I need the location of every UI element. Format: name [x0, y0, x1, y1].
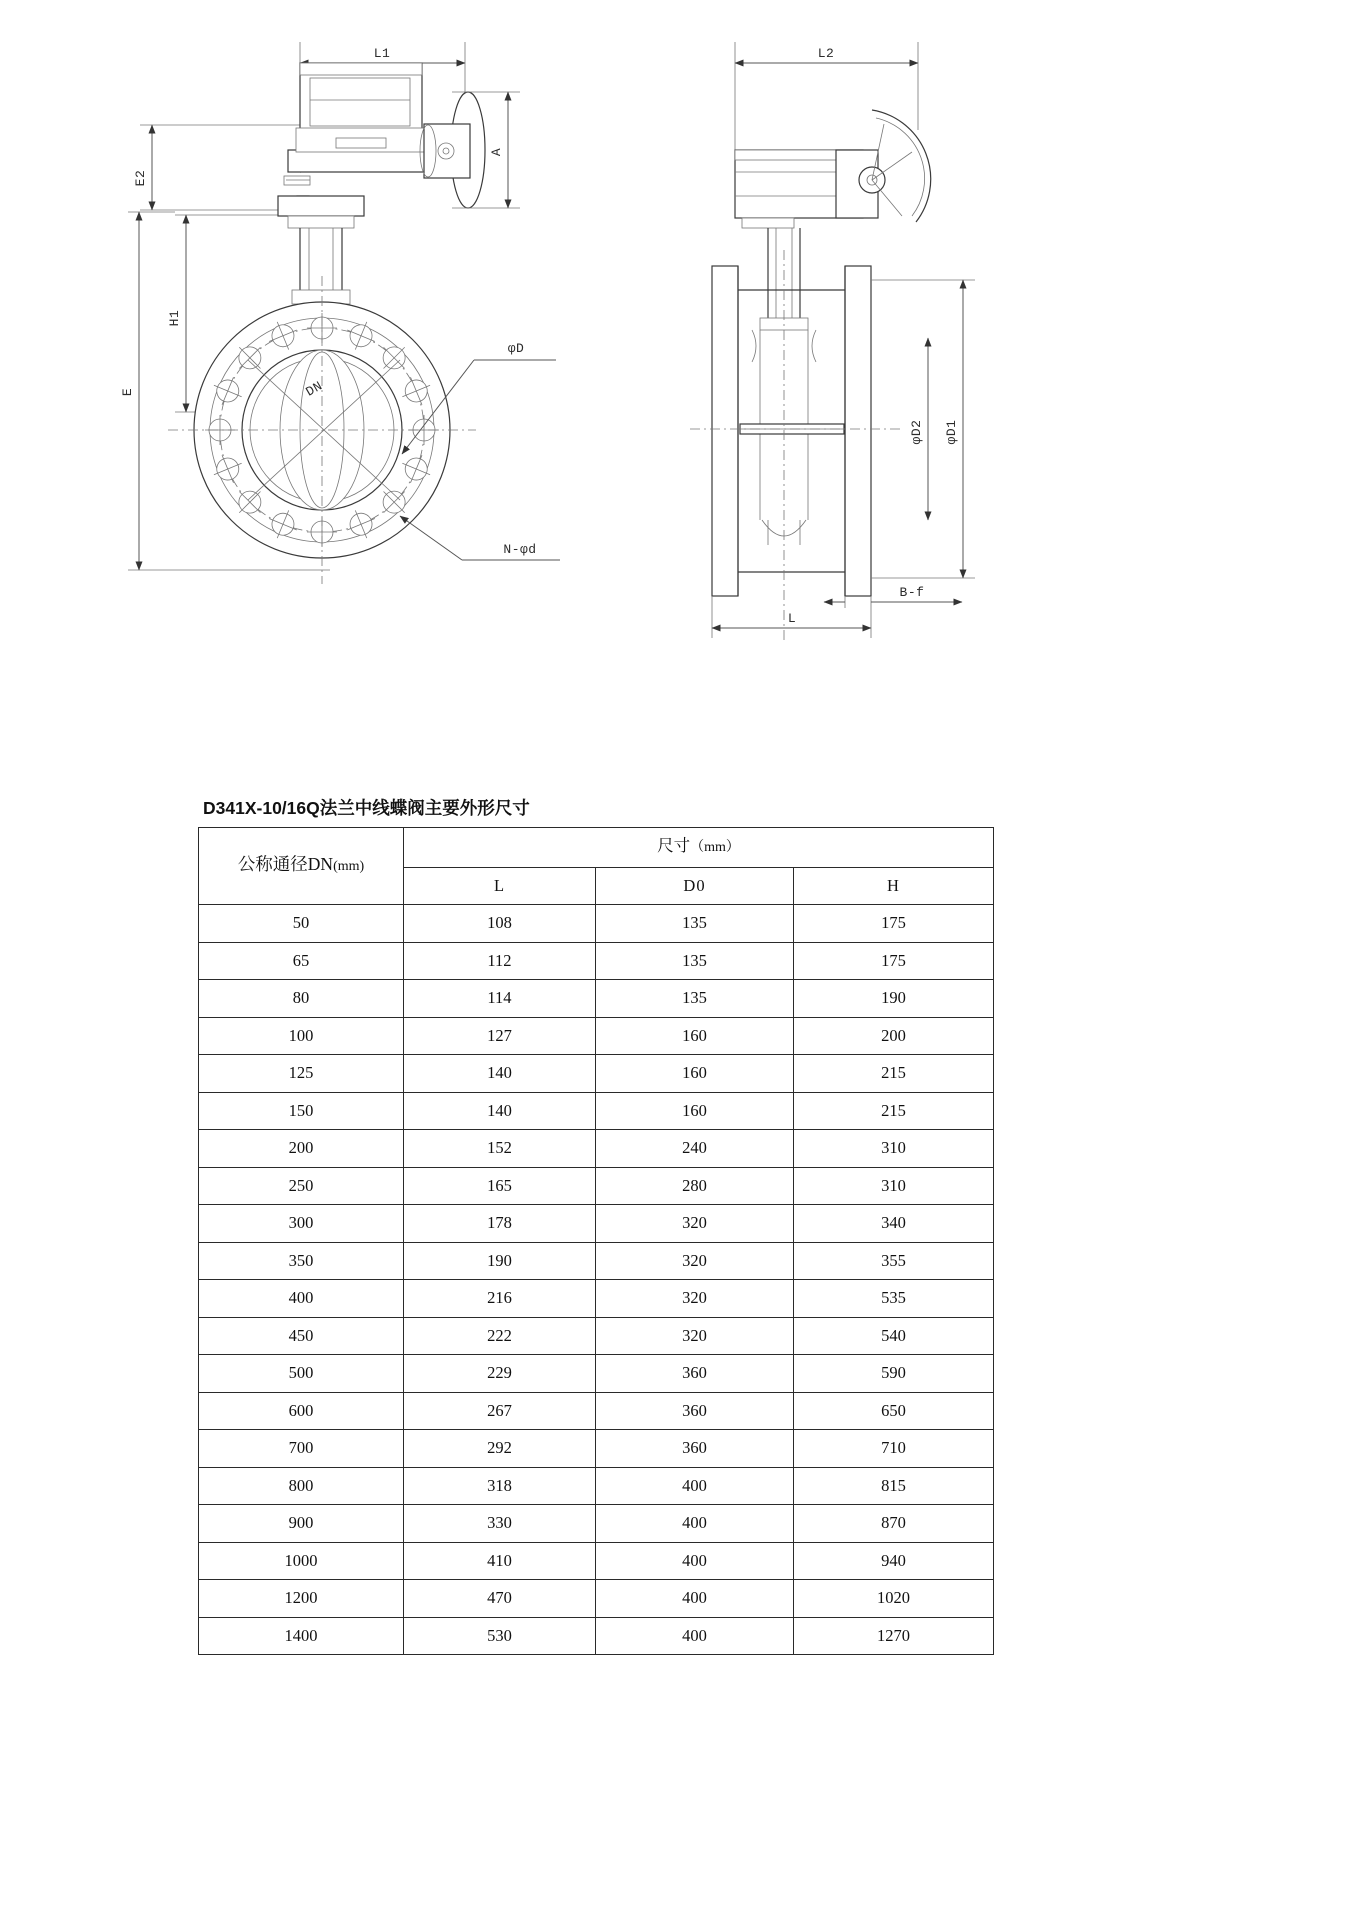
table-row — [199, 980, 994, 1018]
label-E2: E2 — [133, 169, 148, 187]
table-row — [199, 1280, 994, 1318]
dimension-E2 — [133, 125, 300, 210]
cell-L: 112 — [404, 942, 596, 980]
cell-H: 870 — [794, 1505, 994, 1543]
cell-H: 175 — [794, 905, 994, 943]
cell-H: 590 — [794, 1355, 994, 1393]
cell-D0: 280 — [596, 1167, 794, 1205]
header-nominal-diameter — [199, 828, 404, 905]
left-view — [120, 42, 560, 584]
label-A: A — [489, 147, 504, 157]
cell-H: 215 — [794, 1055, 994, 1093]
table-row — [199, 1542, 994, 1580]
table-row — [199, 1205, 994, 1243]
label-phiD1: φD1 — [944, 419, 959, 445]
technical-drawing — [0, 0, 1357, 660]
cell-D0: 135 — [596, 905, 794, 943]
header-dn-unit: (mm) — [333, 859, 365, 875]
valve-drawing-svg — [0, 0, 1357, 660]
cell-L: 330 — [404, 1505, 596, 1543]
label-H1: H1 — [167, 309, 182, 327]
cell-dn: 200 — [199, 1130, 404, 1168]
cell-H: 175 — [794, 942, 994, 980]
cell-dn: 700 — [199, 1430, 404, 1468]
table-row — [199, 1617, 994, 1655]
table-row — [199, 1055, 994, 1093]
cell-dn: 1200 — [199, 1580, 404, 1618]
cell-L: 222 — [404, 1317, 596, 1355]
cell-dn: 800 — [199, 1467, 404, 1505]
cell-L: 530 — [404, 1617, 596, 1655]
cell-dn: 350 — [199, 1242, 404, 1280]
leader-N-phi-d — [400, 516, 560, 560]
valve-body-section — [690, 250, 900, 640]
cell-H: 340 — [794, 1205, 994, 1243]
cell-L: 410 — [404, 1542, 596, 1580]
header-col-L: L — [404, 867, 596, 905]
cell-D0: 320 — [596, 1317, 794, 1355]
cell-D0: 240 — [596, 1130, 794, 1168]
table-row — [199, 1430, 994, 1468]
cell-D0: 135 — [596, 942, 794, 980]
cell-dn: 400 — [199, 1280, 404, 1318]
cell-H: 940 — [794, 1542, 994, 1580]
table-row — [199, 1467, 994, 1505]
cell-D0: 320 — [596, 1242, 794, 1280]
cell-L: 152 — [404, 1130, 596, 1168]
table-row — [199, 1505, 994, 1543]
cell-D0: 360 — [596, 1355, 794, 1393]
valve-stem — [278, 196, 364, 304]
cell-H: 215 — [794, 1092, 994, 1130]
cell-L: 190 — [404, 1242, 596, 1280]
label-L2: L2 — [817, 46, 835, 61]
valve-dimension-table — [198, 827, 994, 1655]
cell-L: 470 — [404, 1580, 596, 1618]
cell-dn: 250 — [199, 1167, 404, 1205]
cell-dn: 500 — [199, 1355, 404, 1393]
table-title: D341X-10/16Q法兰中线蝶阀主要外形尺寸 — [203, 798, 530, 818]
cell-L: 229 — [404, 1355, 596, 1393]
specification-table-block — [198, 795, 993, 1655]
header-col-D0: D0 — [596, 867, 794, 905]
table-header-row-1 — [199, 828, 994, 868]
cell-D0: 160 — [596, 1055, 794, 1093]
cell-dn: 125 — [199, 1055, 404, 1093]
cell-L: 267 — [404, 1392, 596, 1430]
cell-H: 710 — [794, 1430, 994, 1468]
actuator-assembly — [284, 63, 520, 208]
table-row — [199, 1242, 994, 1280]
cell-L: 140 — [404, 1055, 596, 1093]
actuator-side-view — [735, 110, 931, 228]
cell-dn: 80 — [199, 980, 404, 1018]
table-body — [199, 905, 994, 1655]
cell-dn: 150 — [199, 1092, 404, 1130]
label-phiD2: φD2 — [909, 419, 924, 445]
table-row — [199, 1130, 994, 1168]
cell-H: 535 — [794, 1280, 994, 1318]
header-dimensions — [404, 828, 994, 868]
cell-H: 190 — [794, 980, 994, 1018]
header-dim-unit: （mm） — [690, 840, 740, 855]
cell-D0: 320 — [596, 1280, 794, 1318]
cell-L: 318 — [404, 1467, 596, 1505]
cell-D0: 400 — [596, 1467, 794, 1505]
cell-dn: 900 — [199, 1505, 404, 1543]
table-head — [199, 828, 994, 905]
table-row — [199, 1392, 994, 1430]
cell-D0: 135 — [596, 980, 794, 1018]
table-row — [199, 905, 994, 943]
label-L: L — [787, 611, 797, 626]
cell-H: 355 — [794, 1242, 994, 1280]
cell-H: 1020 — [794, 1580, 994, 1618]
cell-D0: 400 — [596, 1617, 794, 1655]
cell-L: 140 — [404, 1092, 596, 1130]
cell-L: 127 — [404, 1017, 596, 1055]
cell-D0: 360 — [596, 1430, 794, 1468]
table-row — [199, 1092, 994, 1130]
cell-dn: 65 — [199, 942, 404, 980]
cell-L: 216 — [404, 1280, 596, 1318]
label-L1: L1 — [373, 46, 391, 61]
header-col-H: H — [794, 867, 994, 905]
header-dn-label: 公称通径DN — [237, 854, 334, 875]
cell-dn: 1400 — [199, 1617, 404, 1655]
cell-dn: 600 — [199, 1392, 404, 1430]
label-Bf: B-f — [899, 585, 925, 600]
table-row — [199, 1355, 994, 1393]
header-dim-label: 尺寸 — [657, 836, 691, 855]
cell-L: 108 — [404, 905, 596, 943]
cell-D0: 320 — [596, 1205, 794, 1243]
cell-H: 310 — [794, 1167, 994, 1205]
cell-H: 815 — [794, 1467, 994, 1505]
valve-flange-face — [168, 276, 476, 584]
cell-L: 292 — [404, 1430, 596, 1468]
table-row — [199, 1317, 994, 1355]
table-row — [199, 1167, 994, 1205]
cell-D0: 400 — [596, 1542, 794, 1580]
right-view — [690, 42, 975, 640]
cell-H: 200 — [794, 1017, 994, 1055]
label-phiD: φD — [507, 341, 525, 356]
cell-H: 650 — [794, 1392, 994, 1430]
dimension-L2 — [735, 42, 918, 150]
cell-L: 114 — [404, 980, 596, 1018]
cell-dn: 50 — [199, 905, 404, 943]
cell-dn: 300 — [199, 1205, 404, 1243]
cell-D0: 160 — [596, 1092, 794, 1130]
label-N-phi-d: N-φd — [503, 542, 537, 557]
cell-D0: 400 — [596, 1580, 794, 1618]
cell-H: 310 — [794, 1130, 994, 1168]
cell-D0: 360 — [596, 1392, 794, 1430]
table-row — [199, 942, 994, 980]
cell-dn: 1000 — [199, 1542, 404, 1580]
cell-dn: 100 — [199, 1017, 404, 1055]
label-DN: DN — [303, 378, 326, 400]
dimension-L — [712, 596, 871, 638]
table-row — [199, 1580, 994, 1618]
dimension-phiD2 — [909, 338, 928, 520]
cell-D0: 160 — [596, 1017, 794, 1055]
cell-D0: 400 — [596, 1505, 794, 1543]
cell-L: 165 — [404, 1167, 596, 1205]
cell-L: 178 — [404, 1205, 596, 1243]
label-E: E — [120, 387, 135, 397]
cell-dn: 450 — [199, 1317, 404, 1355]
cell-H: 540 — [794, 1317, 994, 1355]
table-row — [199, 1017, 994, 1055]
cell-H: 1270 — [794, 1617, 994, 1655]
